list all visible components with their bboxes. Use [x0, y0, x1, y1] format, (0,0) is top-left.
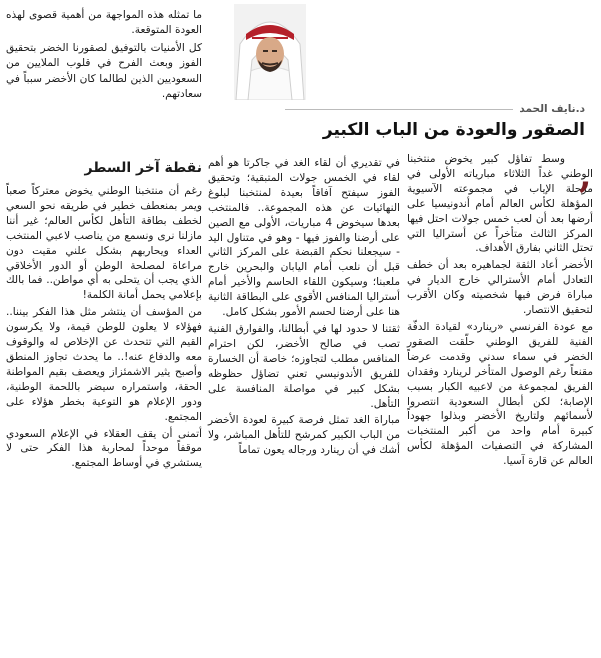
paragraph: كل الأمنيات بالتوفيق لصقورنا الخضر بتحقيق الفوز وبعث الفرح في قلوب الملايين من السعوديين الذين لطالما كان الأخضر سبباً في سعادتهم.: [6, 41, 202, 101]
author-name: د.نايف الحمد: [519, 103, 585, 115]
paragraph: أتمنى أن يقف العقلاء في الإعلام السعودي موقفاً موحداً لمحاربة هذا الفكر حتى لا يستشري في أوساط المجتمع.: [6, 427, 202, 470]
opening-quote-mark: ‚: [578, 151, 592, 198]
byline: [285, 103, 585, 115]
article-column-right: [407, 152, 593, 471]
paragraph: ثقتنا لا حدود لها في أبطالنا، والفوارق الفنية تصب في صالح الأخضر، لكن احترام المنافس مطلب لتجاوزه؛ خاصة أن الخسارة للفريق الأندونيسي تعني تضاؤل حظوظه بشكل كبير في مواصلة المنافسة على التأهل.: [208, 322, 400, 410]
paragraph: من المؤسف أن ينتشر مثل هذا الفكر بيننا.. فهؤلاء لا يعلون للوطن قيمة، ولا يكرسون القيم التي تتحدث عن الإخلاص له والوقوف معه والدفاع عنه!.. ما يحدث تجاوز المنطق وأصبح يثير الاشمئزاز ويعصف بقيم المواطنة الحقة، واستمراره سيضر باللحمة الوطنية، ودور الإعلام هو التوعية بخطر هؤلاء على المجتمع.: [6, 306, 202, 423]
paragraph: في تقديري أن لقاء الغد في جاكرتا هو أهم لقاء في الخمس جولات المتبقية؛ وتحقيق الفوز سيفتح آفاقاً بعيدة لمنتخبنا لبلوغ النهائيات عن هذه المجموعة.. فالمنتخب بعدها سيخوض 4 مباريات، الأولى مع الصين على أرضنا والفوز فيها - وهو في متناول اليد - سيجعلنا نحكم القبضة على المركز الثاني قبل أن نلعب أمام اليابان والبحرين خارج ملعبنا؛ وسيكون اللقاء الحاسم والأخير أمام أستراليا المنافس الأقوى على البطاقة الثانية هنا على أرضنا لحسم الأمور بشكل كامل.: [208, 157, 400, 319]
paragraph: الأخضر أعاد الثقة لجماهيره بعد أن خطف التعادل أمام الأسترالي خارج الديار في مباراة فرض فيها شخصيته وكان الأقرب لتحقيق الانتصار.: [407, 259, 593, 317]
paragraph: مباراة الغد تمثل فرصة كبيرة لعودة الأخضر من الباب الكبير كمرشح للتأهل المباشر، ولا أشك في أن رينارد ورجاله يعون تماماً: [208, 414, 400, 457]
sidebar-column: [6, 184, 202, 473]
sidebar-title: نقطة آخر السطر: [84, 160, 202, 176]
paragraph: رغم أن منتخبنا الوطني يخوض معتركاً صعباً ويمر بمنعطف خطير في طريقه نحو السعي لخطف بطاقة التأهل لكأس العالم؛ غير أننا مازلنا نرى ونسمع من يناصب لاعبي المنتخب العداء ويحاربهم بشكل علني مقيت دون مراعاة لمصلحة الوطن أو الدور الأخلاقي الذي يجب أن يتحلى به أي مواطن.. فما بالك بإعلامي يحمل أمانة الكلمة!: [6, 185, 202, 302]
byline-rule: [285, 109, 513, 110]
headline: الصقور والعودة من الباب الكبير: [322, 120, 585, 140]
continued-text-column: [6, 8, 202, 104]
paragraph: وسط تفاؤل كبير يخوض منتخبنا الوطني غداً الثلاثاء مبارياته الأولى في مرحلة الإياب في مجموعته الآسيوية المؤهلة لكأس العالم أمام أندونيسيا على أرضها بعد أن لعب خمس جولات احتل فيها المركز الثالث متأخراً عن أستراليا التي تحتل الثاني بفارق الأهداف.: [407, 153, 593, 255]
article-column-middle: [208, 156, 400, 460]
paragraph: ما تمثله هذه المواجهة من أهمية قصوى لهذه العودة المتوقعة.: [6, 9, 202, 37]
paragraph: مع عودة الفرنسي «رينارد» لقيادة الدفّة الفنية للفريق الوطني حلّقت الصقور الخضر في سماء سدني وقدمت عرضاً مقنعاً رغم الوصول المتأخر لرينارد وفقدان الفريق لمجموعة من لاعبيه الكبار بسبب الإصابة؛ لكن أبطال السعودية انتصروا لأسمائهم ولتاريخ الأخضر وبذلوا جهوداً كبيرة أمام واحد من أكبر المنتخبات المشاركة في التصفيات المؤهلة لكأس العالم عن قارة آسيا.: [407, 320, 593, 468]
author-photo: [234, 4, 306, 100]
